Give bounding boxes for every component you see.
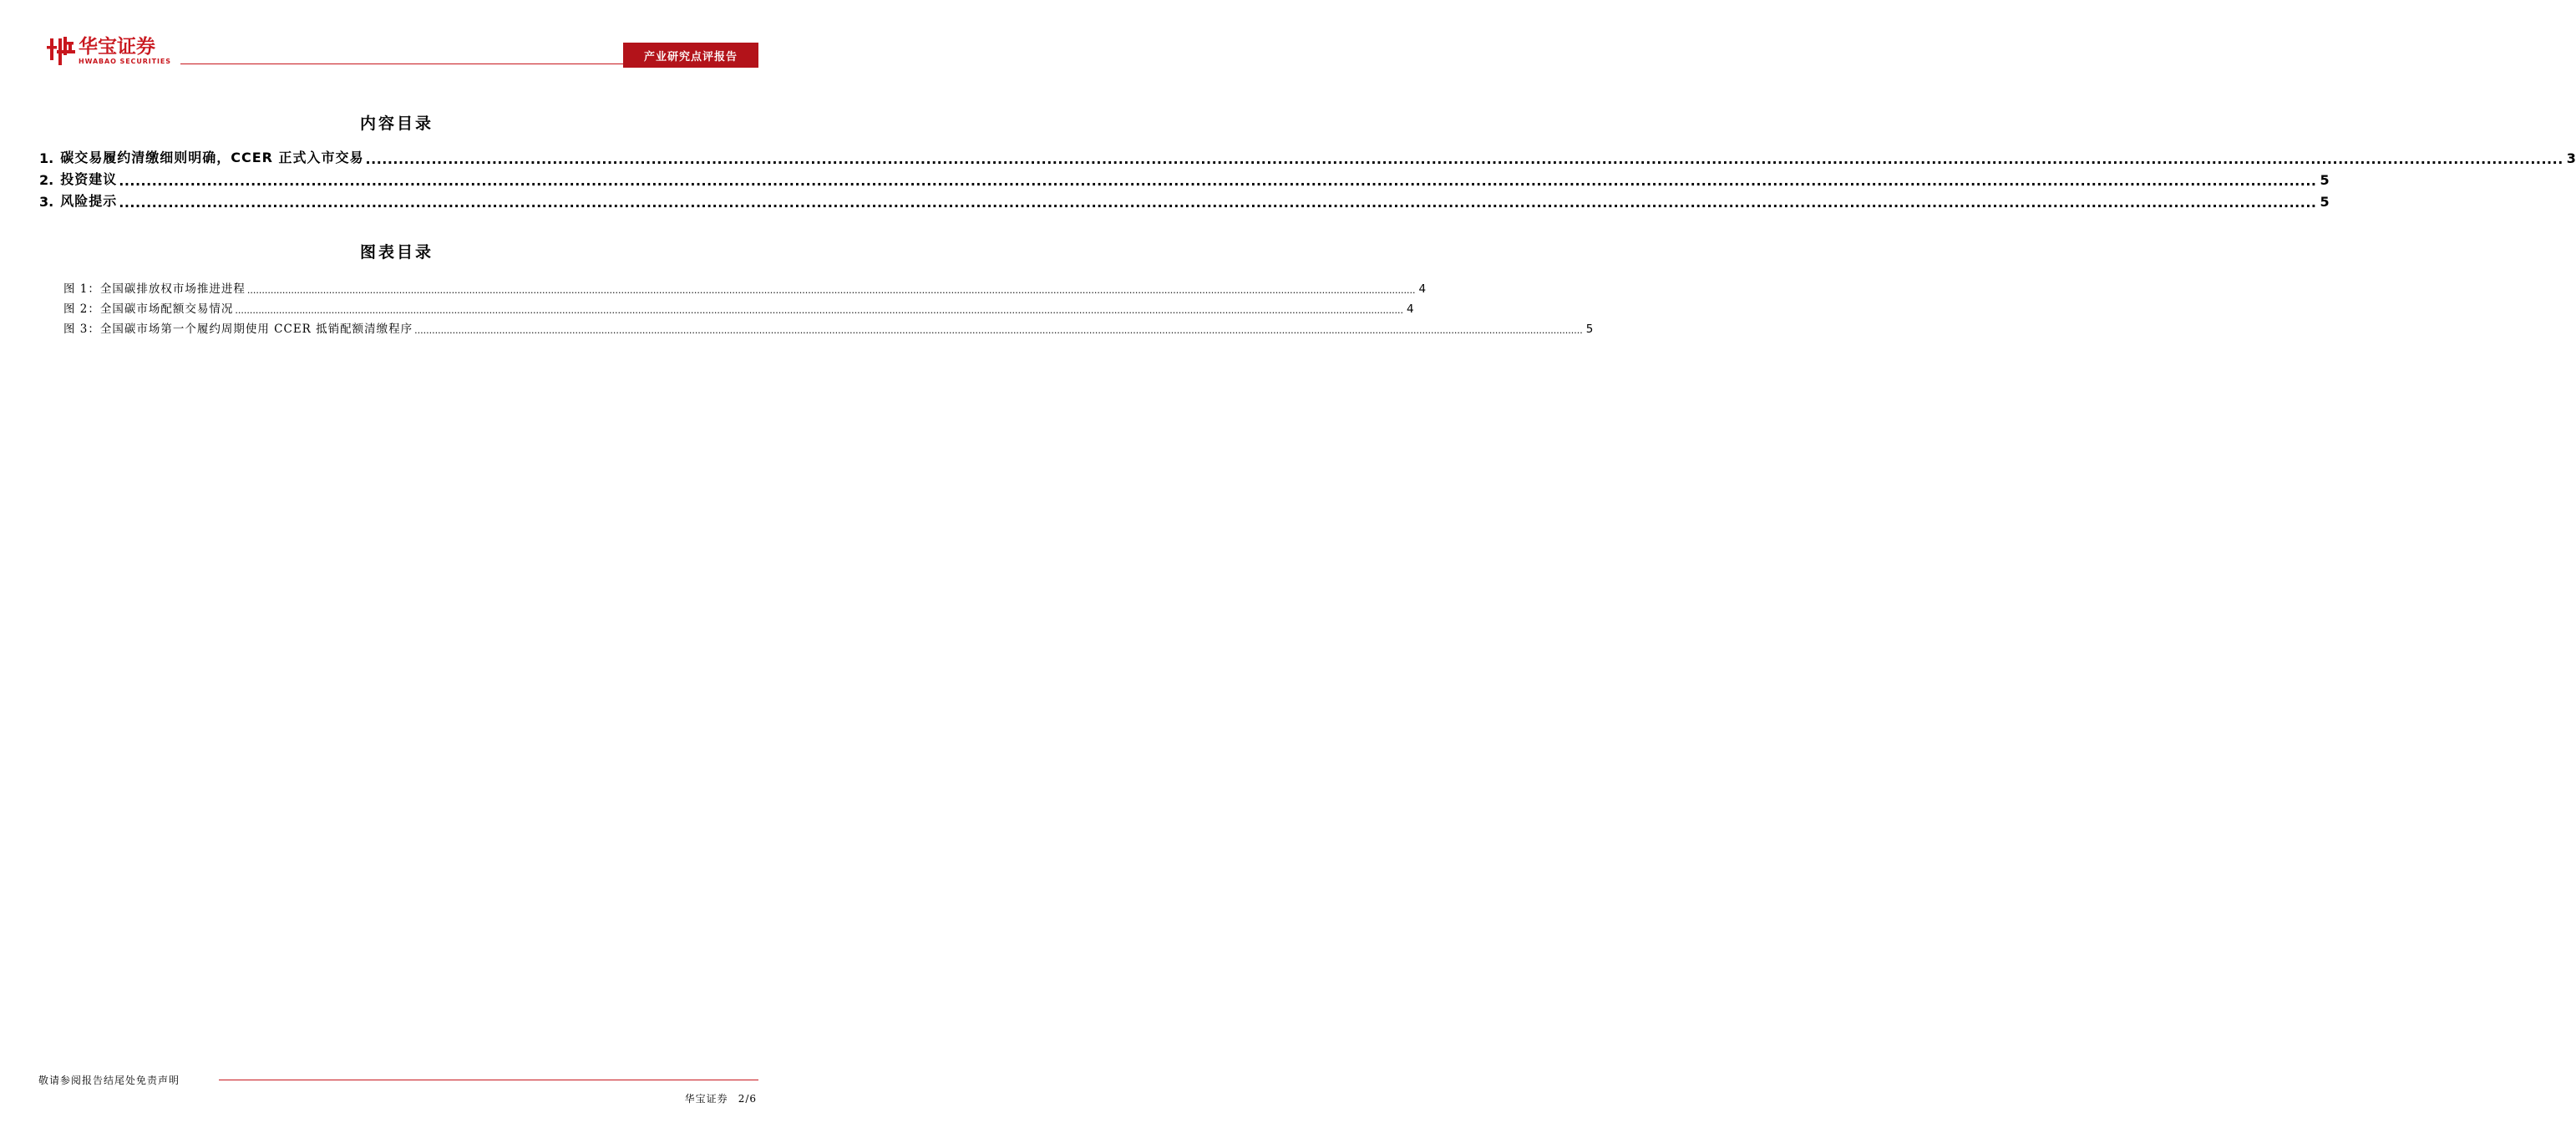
hwabao-logo-icon	[47, 35, 77, 67]
figure-item-page: 4	[1418, 282, 1427, 296]
toc-item-label: 风险提示	[60, 193, 118, 209]
figure-list-item[interactable]	[63, 276, 1427, 296]
figure-item-page: 4	[1407, 302, 1414, 316]
toc-item-number: 1.	[39, 150, 54, 166]
figure-item-label: 图 1：全国碳排放权市场推进进程	[63, 282, 246, 296]
logo-chinese-name: 华宝证券	[79, 36, 155, 58]
toc-item-number: 3.	[39, 194, 54, 210]
dot-leader: ................................................................................................................................................................................................................................................................................................................................................................................................................	[119, 195, 2317, 211]
toc-list	[39, 145, 2576, 211]
figure-list-item[interactable]	[63, 316, 1594, 336]
toc-item[interactable]	[39, 166, 2330, 189]
figure-item-page: 5	[1585, 323, 1594, 336]
figure-list-item[interactable]	[63, 296, 1414, 316]
footer-company: 华宝证券	[684, 1093, 728, 1105]
report-type-badge: 产业研究点评报告	[623, 43, 758, 68]
figure-item-label: 图 3：全国碳市场第一个履约周期使用 CCER 抵销配额清缴程序	[63, 323, 413, 336]
toc-item-label: 投资建议	[60, 171, 118, 187]
toc-item-label: 碳交易履约清缴细则明确，CCER 正式入市交易	[60, 150, 364, 165]
toc-item[interactable]	[39, 145, 2576, 167]
dot-leader: ................................................................................................................................................................................................................................................................................................................................................................................................................	[365, 151, 2563, 167]
page-number: 2/6	[738, 1093, 757, 1105]
toc-item[interactable]	[39, 188, 2330, 211]
toc-item-page: 5	[2320, 172, 2330, 188]
dot-leader: ................................................................................................................................................................................................................................................................................................................................................................................................................	[235, 305, 1404, 316]
dot-leader: ................................................................................................................................................................................................................................................................................................................................................................................................................	[246, 285, 1416, 296]
figure-list	[63, 276, 1594, 336]
logo-english-name: HWABAO SECURITIES	[79, 58, 171, 65]
dot-leader: ................................................................................................................................................................................................................................................................................................................................................................................................................	[119, 173, 2317, 189]
company-logo	[47, 35, 197, 70]
page-header	[0, 0, 794, 75]
dot-leader: ................................................................................................................................................................................................................................................................................................................................................................................................................	[414, 325, 1583, 336]
figure-item-label: 图 2：全国碳市场配额交易情况	[63, 302, 234, 316]
toc-item-page: 5	[2320, 194, 2330, 210]
figure-list-title: 图表目录	[359, 243, 434, 262]
toc-item-page: 3	[2566, 150, 2576, 166]
footer-disclaimer: 敬请参阅报告结尾处免责声明	[38, 1075, 180, 1086]
footer-page-info	[685, 1091, 757, 1105]
toc-title: 内容目录	[359, 114, 434, 133]
toc-item-number: 2.	[39, 172, 54, 188]
